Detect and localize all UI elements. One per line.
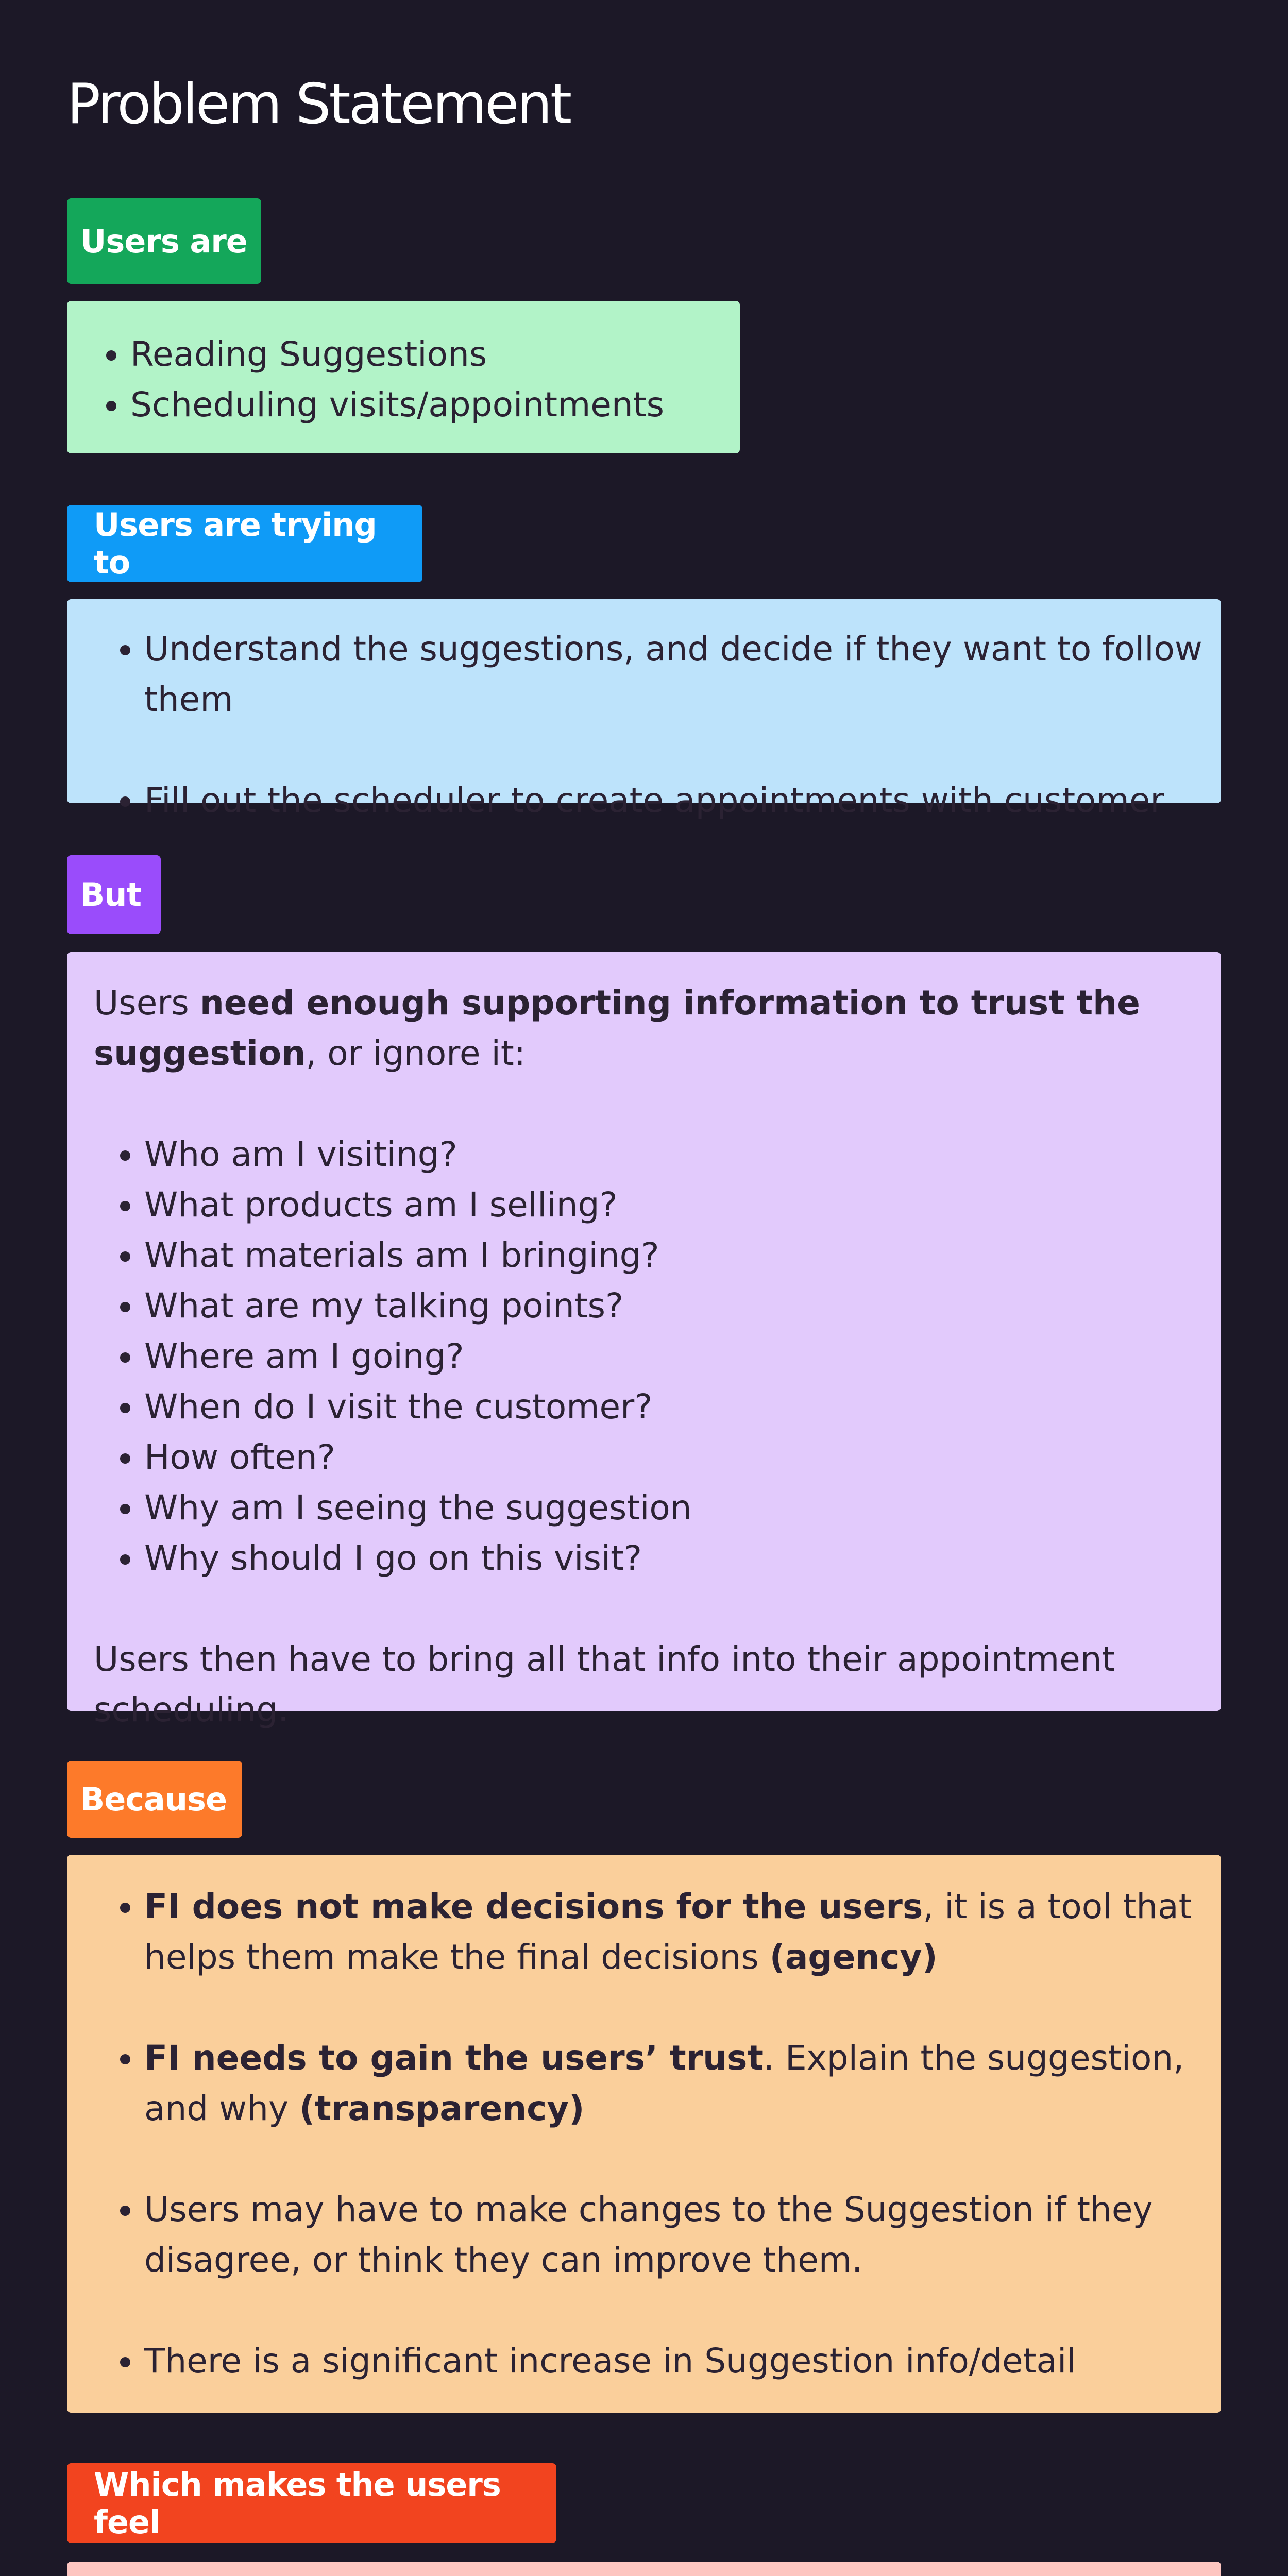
list-item: • Who am I visiting? (144, 1129, 1195, 1180)
list-item: • There is a significant increase in Suggestion info/detail (144, 2336, 1195, 2386)
because-panel (67, 1855, 1221, 2413)
list-item: • What products am I selling? (144, 1180, 1195, 1230)
but-tag-label: But (80, 876, 142, 913)
list-item: • How often? (144, 1432, 1195, 1483)
users-are-trying-to-panel (67, 599, 1221, 820)
list-item: • Users may have to make changes to the Suggestion if they disagree, or think they can improve them. (144, 2184, 1195, 2285)
users-are-trying-to-tag-label: Users are trying to (94, 506, 377, 581)
page-title: Problem Statement (67, 72, 570, 137)
because-tag-label: Because (80, 1781, 227, 1818)
list-item: • Understand the suggestions, and decide if they want to follow them (144, 624, 1221, 725)
users-are-panel (67, 301, 740, 453)
users-feel-tag (67, 2463, 556, 2543)
list-item: • FI needs to gain the users’ trust. Explain the suggestion, and why (transparency) (144, 2033, 1195, 2134)
list-item: • Where am I going? (144, 1331, 1195, 1382)
list-item: • What materials am I bringing? (144, 1230, 1195, 1281)
but-intro: Users need enough supporting information to trust the suggestion, or ignore it: (94, 983, 1140, 1073)
list-item: • Scheduling visits/appointments (130, 380, 740, 430)
but-outro: Users then have to bring all that info into their appointment scheduling. (94, 1639, 1115, 1730)
users-feel-tag-label: Which makes the users feel (94, 2465, 501, 2541)
but-panel (67, 952, 1221, 1730)
list-item: • Fill out the scheduler to create appointments with customer (144, 775, 1221, 826)
but-tag (67, 855, 161, 934)
users-are-tag-label: Users are (80, 222, 247, 260)
users-feel-panel (67, 2562, 1221, 2576)
users-are-tag (67, 198, 261, 284)
because-tag (67, 1761, 242, 1838)
list-item: • Why should I go on this visit? (144, 1533, 1195, 1584)
users-are-trying-to-tag (67, 505, 422, 582)
list-item: • What are my talking points? (144, 1281, 1195, 1331)
list-item: • FI does not make decisions for the users, it is a tool that helps them make the final decisions (agency) (144, 1882, 1195, 1982)
list-item: • Reading Suggestions (130, 329, 740, 380)
list-item: • Why am I seeing the suggestion (144, 1483, 1195, 1533)
list-item: • When do I visit the customer? (144, 1382, 1195, 1432)
